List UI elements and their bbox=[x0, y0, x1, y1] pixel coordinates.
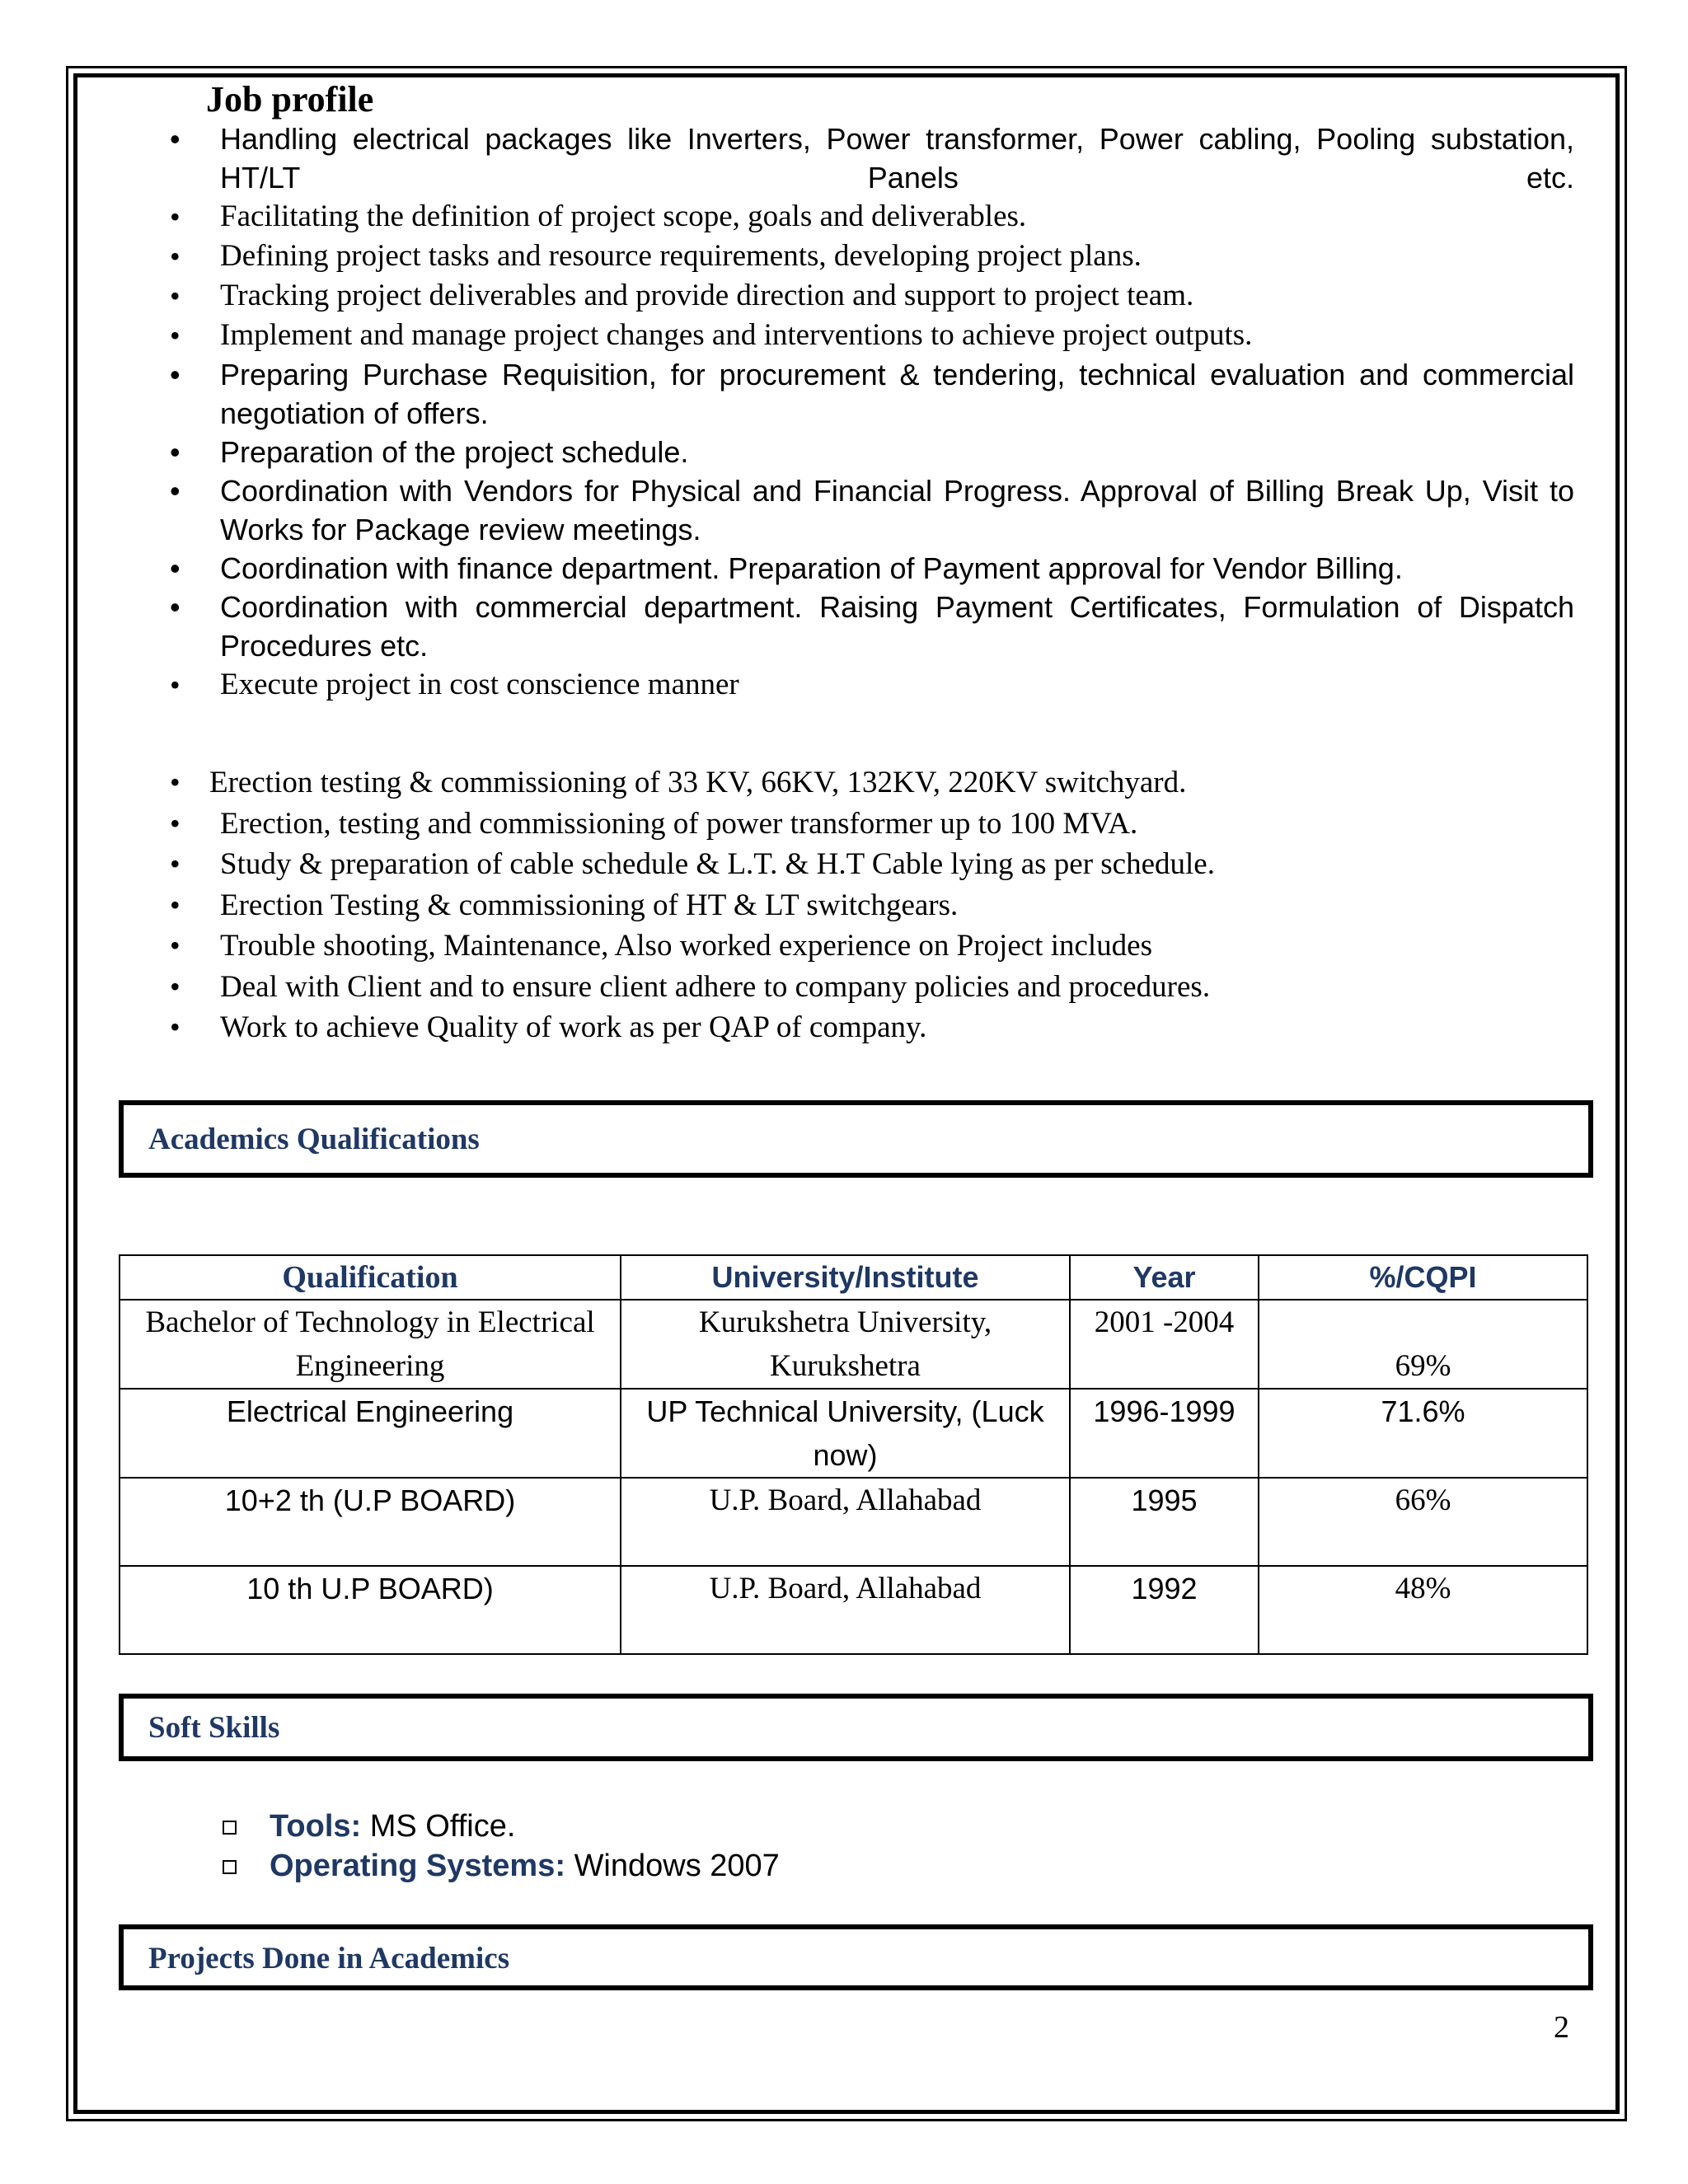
academics-heading: Academics Qualifications bbox=[148, 1122, 480, 1156]
skill-value: MS Office. bbox=[369, 1809, 516, 1844]
table-cell: 10+2 th (U.P BOARD) bbox=[120, 1478, 621, 1566]
list-item bbox=[223, 1846, 780, 1886]
table-cell: 10 th U.P BOARD) bbox=[120, 1566, 621, 1654]
table-cell: Bachelor of Technology in Electrical Engineering bbox=[120, 1300, 621, 1389]
skill-value: Windows 2007 bbox=[574, 1849, 780, 1883]
table-cell: Electrical Engineering bbox=[120, 1389, 621, 1478]
table-header-row bbox=[120, 1255, 1587, 1300]
list-item: • Facilitating the definition of project scope, goals and deliverables. bbox=[165, 197, 1574, 237]
table-cell: 48% bbox=[1259, 1566, 1587, 1654]
list-item: • Coordination with Vendors for Physical and Financial Progress. Approval of Billing Break Up, Visit to Works for Package review meetings. bbox=[165, 471, 1574, 549]
table-cell: 1996-1999 bbox=[1070, 1389, 1259, 1478]
list-item: • Erection testing & commissioning of 33 KV, 66KV, 132KV, 220KV switchyard. bbox=[165, 762, 1574, 804]
table-row bbox=[120, 1389, 1587, 1478]
table-cell: UP Technical University, (Luck now) bbox=[621, 1389, 1070, 1478]
table-cell: U.P. Board, Allahabad bbox=[621, 1478, 1070, 1566]
list-item bbox=[223, 1807, 780, 1846]
job-profile-title: Job profile bbox=[206, 79, 374, 120]
soft-skills-section-header bbox=[119, 1694, 1593, 1761]
list-item: • Implement and manage project changes and interventions to achieve project outputs. bbox=[165, 316, 1574, 355]
experience-list bbox=[165, 762, 1574, 1048]
academics-section-header bbox=[119, 1100, 1593, 1178]
list-item: • Deal with Client and to ensure client adhere to company policies and procedures. bbox=[165, 967, 1574, 1008]
list-item: • Study & preparation of cable schedule & L.T. & H.T Cable lying as per schedule. bbox=[165, 844, 1574, 885]
column-header: %/CQPI bbox=[1259, 1255, 1587, 1300]
column-header: Qualification bbox=[120, 1255, 621, 1300]
table-cell: Kurukshetra University, Kurukshetra bbox=[621, 1300, 1070, 1389]
list-item: • Defining project tasks and resource requirements, developing project plans. bbox=[165, 237, 1574, 276]
table-cell: 1992 bbox=[1070, 1566, 1259, 1654]
table-row bbox=[120, 1566, 1587, 1654]
projects-heading: Projects Done in Academics bbox=[148, 1942, 510, 1975]
skill-label: Operating Systems: bbox=[270, 1849, 565, 1883]
page-number: 2 bbox=[1554, 2010, 1569, 2045]
table-cell: 1995 bbox=[1070, 1478, 1259, 1566]
table-cell: 71.6% bbox=[1259, 1389, 1587, 1478]
list-item: • Handling electrical packages like Inverters, Power transformer, Power cabling, Pooling substation, HT/LT Panels etc. bbox=[165, 120, 1574, 197]
skill-label: Tools: bbox=[270, 1809, 362, 1844]
job-profile-list bbox=[165, 120, 1574, 705]
list-item: • Coordination with commercial department. Raising Payment Certificates, Formulation of Dispatch Procedures etc. bbox=[165, 588, 1574, 665]
list-item: • Preparing Purchase Requisition, for procurement & tendering, technical evaluation and commercial negotiation of offers. bbox=[165, 355, 1574, 433]
list-item: • Execute project in cost conscience manner bbox=[165, 665, 1574, 705]
table-cell: U.P. Board, Allahabad bbox=[621, 1566, 1070, 1654]
academics-table bbox=[119, 1254, 1588, 1655]
list-item: • Erection Testing & commissioning of HT & LT switchgears. bbox=[165, 885, 1574, 926]
column-header: Year bbox=[1070, 1255, 1259, 1300]
soft-skills-list bbox=[223, 1807, 780, 1886]
checkbox-bullet-icon bbox=[223, 1860, 237, 1874]
list-item: • Tracking project deliverables and provide direction and support to project team. bbox=[165, 276, 1574, 316]
list-item: • Work to achieve Quality of work as per QAP of company. bbox=[165, 1007, 1574, 1048]
list-item: • Erection, testing and commissioning of power transformer up to 100 MVA. bbox=[165, 804, 1574, 845]
table-row bbox=[120, 1300, 1587, 1389]
list-item: • Coordination with finance department. Preparation of Payment approval for Vendor Billing. bbox=[165, 549, 1574, 588]
soft-skills-heading: Soft Skills bbox=[148, 1711, 280, 1745]
table-cell: 2001 -2004 bbox=[1070, 1300, 1259, 1389]
checkbox-bullet-icon bbox=[223, 1821, 237, 1835]
projects-section-header bbox=[119, 1924, 1593, 1990]
list-item: • Preparation of the project schedule. bbox=[165, 433, 1574, 471]
column-header: University/Institute bbox=[621, 1255, 1070, 1300]
list-item: • Trouble shooting, Maintenance, Also worked experience on Project includes bbox=[165, 926, 1574, 967]
table-cell: 69% bbox=[1259, 1300, 1587, 1389]
table-cell: 66% bbox=[1259, 1478, 1587, 1566]
table-row bbox=[120, 1478, 1587, 1566]
